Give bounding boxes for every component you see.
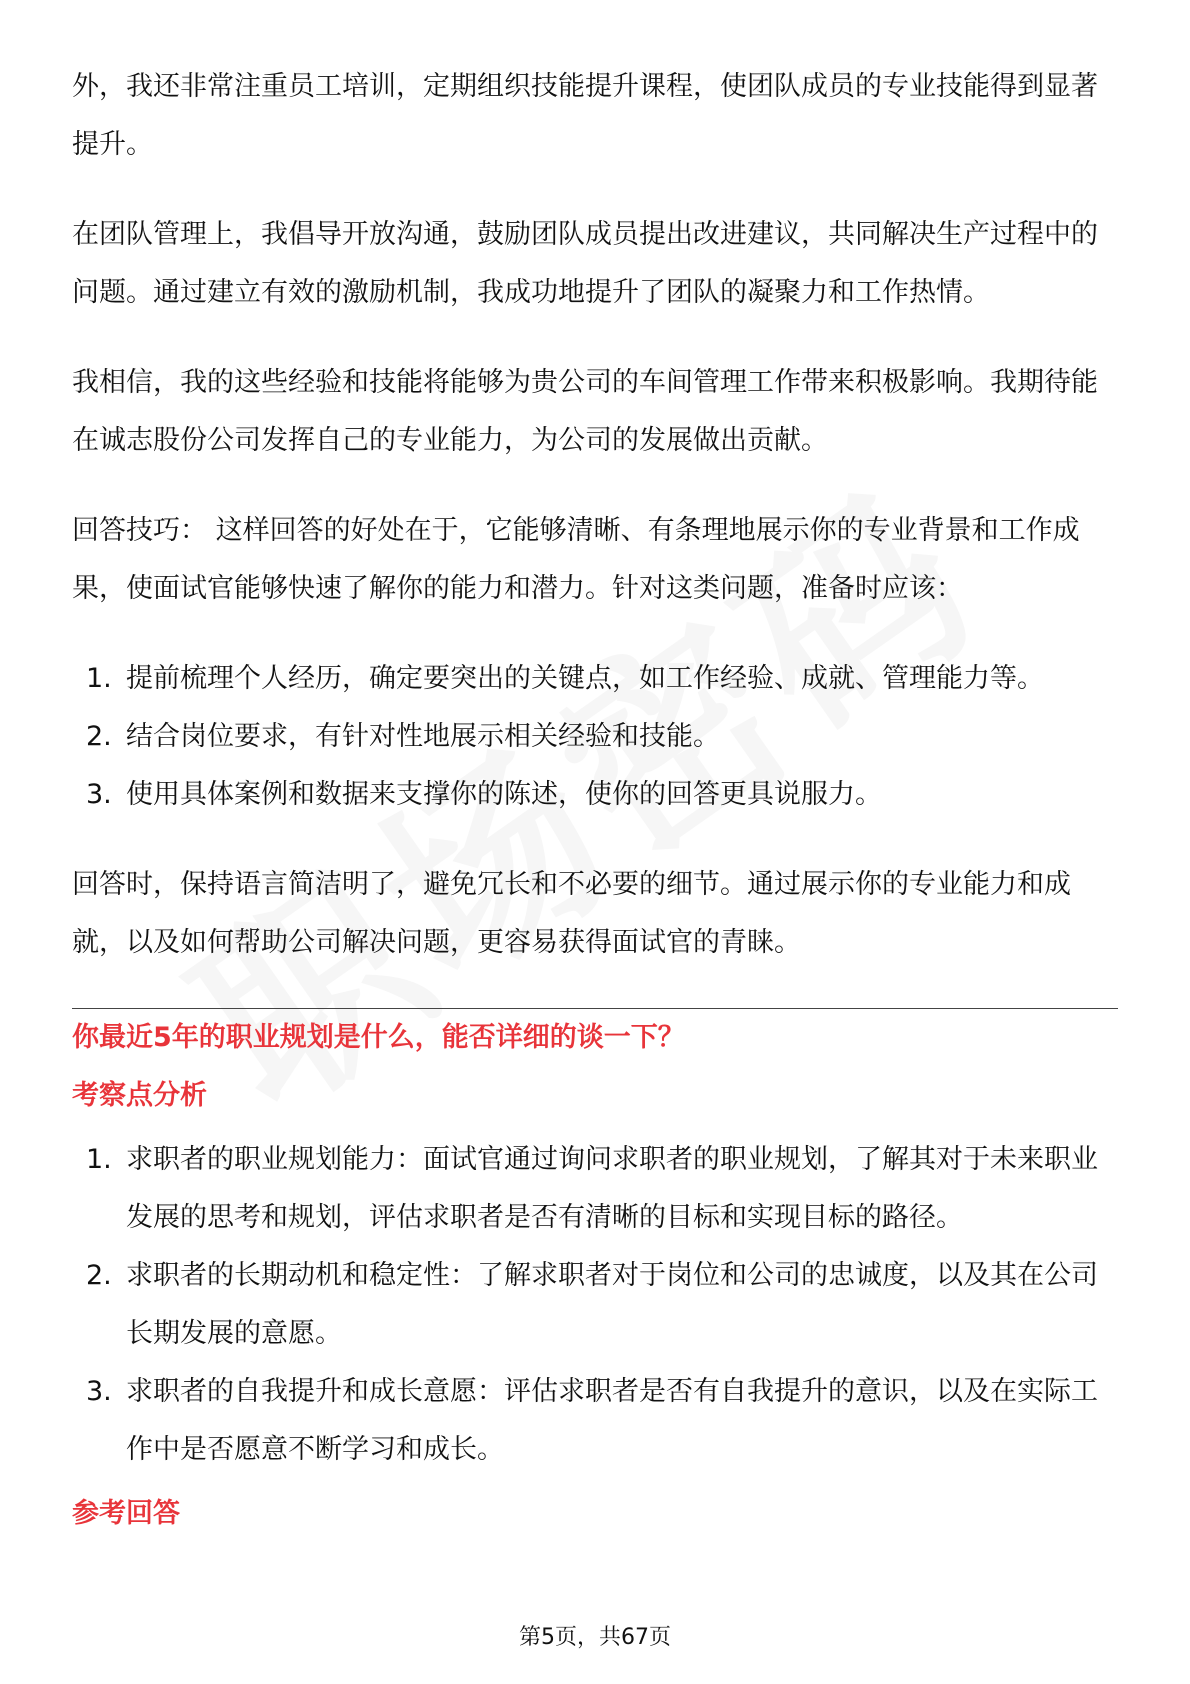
list-item (72, 650, 1118, 708)
list-item (72, 1131, 1118, 1247)
paragraph-team-management: 在团队管理上，我倡导开放沟通，鼓励团队成员提出改进建议，共同解决生产过程中的问题。通过建立有效的激励机制，我成功地提升了团队的凝聚力和工作热情。 (72, 219, 1098, 308)
list-number: 3. (86, 779, 112, 810)
list-text: 结合岗位要求，有针对性地展示相关经验和技能。 (126, 721, 720, 752)
analysis-heading: 考察点分析 (72, 1080, 207, 1111)
list-text: 求职者的职业规划能力：面试官通过询问求职者的职业规划，了解其对于未来职业发展的思考和规划，评估求职者是否有清晰的目标和实现目标的路径。 (126, 1144, 1098, 1233)
list-item (72, 1363, 1118, 1479)
list-number: 3. (86, 1376, 112, 1407)
paragraph-closing: 回答时，保持语言简洁明了，避免冗长和不必要的细节。通过展示你的专业能力和成就，以及如何帮助公司解决问题，更容易获得面试官的青睐。 (72, 869, 1071, 958)
list-text: 使用具体案例和数据来支撑你的陈述，使你的回答更具说服力。 (126, 779, 882, 810)
list-text: 求职者的长期动机和稳定性：了解求职者对于岗位和公司的忠诚度，以及其在公司长期发展的意愿。 (126, 1260, 1098, 1349)
paragraph-training: 外，我还非常注重员工培训，定期组织技能提升课程，使团队成员的专业技能得到显著提升。 (72, 71, 1098, 160)
list-item (72, 1247, 1118, 1363)
reference-answer-heading: 参考回答 (72, 1498, 180, 1529)
list-text: 提前梳理个人经历，确定要突出的关键点，如工作经验、成就、管理能力等。 (126, 663, 1044, 694)
list-number: 2. (86, 721, 112, 752)
list-number: 1. (86, 1144, 112, 1175)
list-text: 求职者的自我提升和成长意愿：评估求职者是否有自我提升的意识，以及在实际工作中是否愿意不断学习和成长。 (126, 1376, 1098, 1465)
page-footer: 第5页，共67页 (519, 1625, 671, 1650)
list-item (72, 708, 1118, 766)
tips-list (72, 650, 1118, 824)
list-number: 2. (86, 1260, 112, 1291)
paragraph-answer-tips: 回答技巧： 这样回答的好处在于，它能够清晰、有条理地展示你的专业背景和工作成果，使面试官能够快速了解你的能力和潜力。针对这类问题，准备时应该： (72, 515, 1080, 604)
page-content (72, 58, 1118, 1543)
list-number: 1. (86, 663, 112, 694)
paragraph-conclusion: 我相信，我的这些经验和技能将能够为贵公司的车间管理工作带来积极影响。我期待能在诚志股份公司发挥自己的专业能力，为公司的发展做出贡献。 (72, 367, 1098, 456)
analysis-list (72, 1131, 1118, 1479)
question-heading: 你最近5年的职业规划是什么，能否详细的谈一下？ (72, 1022, 685, 1053)
list-item (72, 766, 1118, 824)
